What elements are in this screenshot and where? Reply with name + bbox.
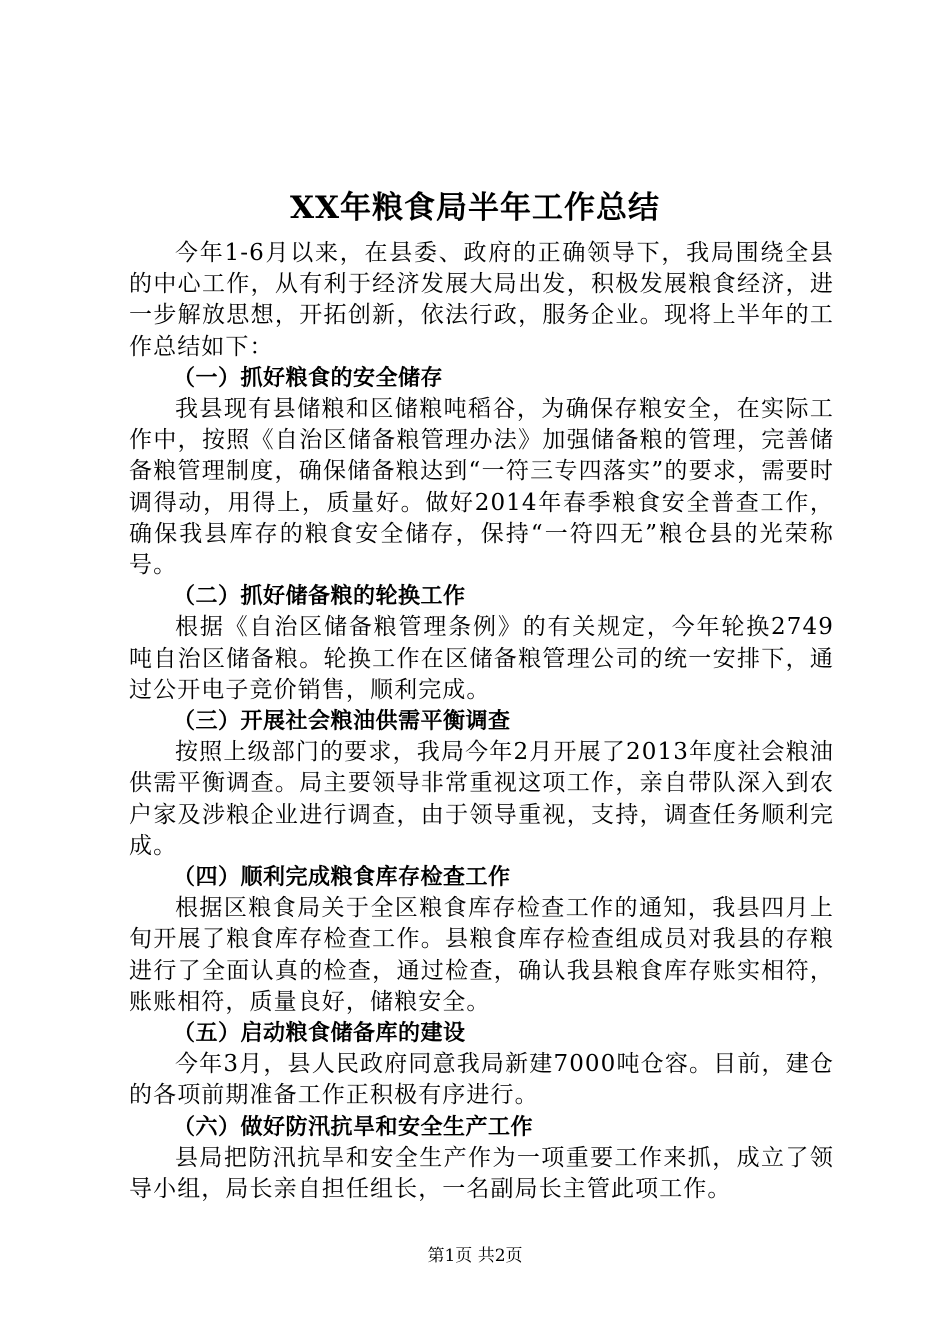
section-paragraph-3: 按照上级部门的要求，我局今年2月开展了2013年度社会粮油供需平衡调查。局主要领导非常重视这项工作，亲自带队深入到农户家及涉粮企业进行调查，由于领导重视，支持，调查任务顺利完成。: [129, 739, 834, 859]
section-heading-5: （五）启动粮食储备库的建设: [173, 1021, 466, 1047]
section-paragraph-5: 今年3月，县人民政府同意我局新建7000吨仓容。目前，建仓的各项前期准备工作正积极有序进行。: [129, 1051, 834, 1109]
document-title: XX年粮食局半年工作总结: [289, 190, 661, 226]
section-paragraph-2: 根据《自治区储备粮管理条例》的有关规定，今年轮换2749吨自治区储备粮。轮换工作在区储备粮管理公司的统一安排下，通过公开电子竞价销售，顺利完成。: [129, 614, 834, 703]
section-paragraph-6: 县局把防汛抗旱和安全生产作为一项重要工作来抓，成立了领导小组，局长亲自担任组长，一名副局长主管此项工作。: [129, 1144, 834, 1203]
section-heading-6: （六）做好防汛抗旱和安全生产工作: [173, 1114, 534, 1140]
section-heading-1: （一）抓好粮食的安全储存: [173, 365, 444, 391]
section-heading-3: （三）开展社会粮油供需平衡调查: [173, 709, 511, 735]
page-footer: [0, 1244, 950, 1268]
page-indicator: 第1页 共2页: [427, 1246, 523, 1266]
section-paragraph-1: 我县现有县储粮和区储粮吨稻谷，为确保存粮安全，在实际工作中，按照《自治区储备粮管理办法》加强储备粮的管理，完善储备粮管理制度，确保储备粮达到“一符三专四落实”的要求，需要时调得动，用得上，质量好。做好2014年春季粮食安全普查工作，确保我县库存的粮食安全储存，保持“一符四无”粮仓县的光荣称号。: [129, 396, 834, 579]
section-heading-4: （四）顺利完成粮食库存检查工作: [173, 865, 511, 891]
intro-paragraph: 今年1-6月以来，在县委、政府的正确领导下，我局围绕全县的中心工作，从有利于经济发展大局出发，积极发展粮食经济，进一步解放思想，开拓创新，依法行政，服务企业。现将上半年的工作总结如下：: [129, 240, 834, 360]
section-heading-2: （二）抓好储备粮的轮换工作: [173, 584, 466, 610]
document-body: [129, 238, 834, 1205]
section-paragraph-4: 根据区粮食局关于全区粮食库存检查工作的通知，我县四月上旬开展了粮食库存检查工作。县粮食库存检查组成员对我县的存粮进行了全面认真的检查，通过检查，确认我县粮食库存账实相符，账账相符，质量良好，储粮安全。: [129, 895, 834, 1015]
